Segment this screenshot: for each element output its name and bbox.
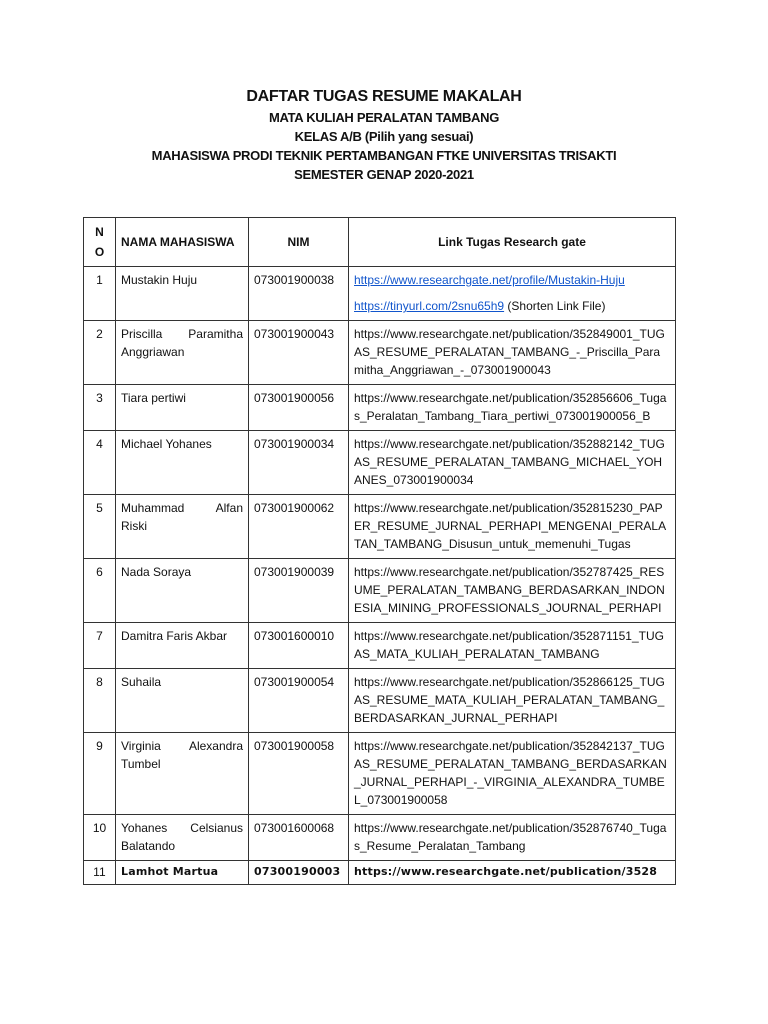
- row-nim: 073001900038: [249, 267, 349, 321]
- class-label: KELAS A/B: [294, 129, 362, 144]
- row-name: Priscilla Paramitha Anggriawan: [116, 321, 249, 385]
- row-name: Nada Soraya: [116, 559, 249, 623]
- row-no: 10: [84, 815, 116, 861]
- row-nim: 073001900034: [249, 431, 349, 495]
- course-subtitle: MATA KULIAH PERALATAN TAMBANG: [268, 110, 500, 125]
- short-link[interactable]: https://tinyurl.com/2snu65h9: [354, 299, 505, 313]
- class-note: (Pilih yang sesuai): [364, 129, 474, 144]
- table-row: [84, 385, 676, 431]
- row-name: Damitra Faris Akbar: [116, 623, 249, 669]
- header-link: Link Tugas Research gate: [349, 218, 676, 267]
- row-nim: 073001900043: [249, 321, 349, 385]
- row-nim: 073001900062: [249, 495, 349, 559]
- row-link: https://www.researchgate.net/publication/352882142_TUGAS_RESUME_PERALATAN_TAMBANG_MICHAEL_YOHANES_073001900034: [349, 431, 676, 495]
- row-link: https://www.researchgate.net/publication/352842137_TUGAS_RESUME_PERALATAN_TAMBANG_BERDASARKAN_JURNAL_PERHAPI_-_VIRGINIA_ALEXANDRA_TUMBEL_073001900058: [349, 733, 676, 815]
- profile-link[interactable]: https://www.researchgate.net/profile/Mustakin-Huju: [354, 273, 625, 287]
- row-no: 9: [84, 733, 116, 815]
- row-no: 4: [84, 431, 116, 495]
- row-name: Virginia Alexandra Tumbel: [116, 733, 249, 815]
- row-no: 3: [84, 385, 116, 431]
- header-no-top: N: [95, 225, 104, 239]
- header-no-bottom: O: [94, 245, 105, 259]
- row-link: https://www.researchgate.net/publication/352856606_Tugas_Peralatan_Tambang_Tiara_pertiwi_073001900056_B: [349, 385, 676, 431]
- row-no: 7: [84, 623, 116, 669]
- row-no: 5: [84, 495, 116, 559]
- table-header-row: [84, 218, 676, 267]
- row-name: Mustakin Huju: [116, 267, 249, 321]
- table-row: [84, 733, 676, 815]
- row-name: Yohanes Celsianus Balatando: [116, 815, 249, 861]
- row-nim: 073001900054: [249, 669, 349, 733]
- table-row: [84, 321, 676, 385]
- table-row: [84, 267, 676, 321]
- row-nim: 073001900039: [249, 559, 349, 623]
- table-body: [84, 267, 676, 885]
- header-no: [84, 218, 116, 267]
- row-no: 6: [84, 559, 116, 623]
- header-name: NAMA MAHASISWA: [116, 218, 249, 267]
- table-row: [84, 623, 676, 669]
- row-nim: 073001900058: [249, 733, 349, 815]
- row-link: https://www.researchgate.net/publication/352787425_RESUME_PERALATAN_TAMBANG_BERDASARKAN_INDONESIA_MINING_PROFESSIONALS_JOURNAL_PERHAPI: [349, 559, 676, 623]
- row-link: https://www.researchgate.net/publication/352876740_Tugas_Resume_Peralatan_Tambang: [349, 815, 676, 861]
- document-header: [0, 86, 768, 184]
- row-nim: 07300190003: [249, 861, 349, 885]
- row-link: https://www.researchgate.net/publication/3528: [349, 861, 676, 885]
- row-link: https://www.researchgate.net/publication/352866125_TUGAS_RESUME_MATA_KULIAH_PERALATAN_TAMBANG_BERDASARKAN_JURNAL_PERHAPI: [349, 669, 676, 733]
- semester-subtitle: SEMESTER GENAP 2020-2021: [294, 167, 474, 182]
- row-name: Muhammad Alfan Riski: [116, 495, 249, 559]
- row-nim: 073001600010: [249, 623, 349, 669]
- row-name: Suhaila: [116, 669, 249, 733]
- row-no: 11: [84, 861, 116, 885]
- row-nim: 073001900056: [249, 385, 349, 431]
- assignment-table: [83, 217, 676, 885]
- table-row: [84, 495, 676, 559]
- program-subtitle: MAHASISWA PRODI TEKNIK PERTAMBANGAN FTKE UNIVERSITAS TRISAKTI: [151, 148, 617, 163]
- row-link: https://www.researchgate.net/publication/352815230_PAPER_RESUME_JURNAL_PERHAPI_MENGENAI_PERALATAN_TAMBANG_Disusun_untuk_memenuhi_Tugas: [349, 495, 676, 559]
- row-nim: 073001600068: [249, 815, 349, 861]
- row-no: 8: [84, 669, 116, 733]
- table-row: [84, 815, 676, 861]
- document-title: DAFTAR TUGAS RESUME MAKALAH: [246, 88, 522, 105]
- row-no: 1: [84, 267, 116, 321]
- table-row: [84, 861, 676, 885]
- class-subtitle: [0, 127, 768, 146]
- row-link-cell: [349, 267, 676, 321]
- table-row: [84, 669, 676, 733]
- table-row: [84, 559, 676, 623]
- table-row: [84, 431, 676, 495]
- short-link-note: (Shorten Link File): [504, 299, 606, 313]
- short-link-line: [354, 297, 670, 315]
- header-nim: NIM: [249, 218, 349, 267]
- row-name: Lamhot Martua: [116, 861, 249, 885]
- row-name: Michael Yohanes: [116, 431, 249, 495]
- row-name: Tiara pertiwi: [116, 385, 249, 431]
- row-no: 2: [84, 321, 116, 385]
- row-link: https://www.researchgate.net/publication/352871151_TUGAS_MATA_KULIAH_PERALATAN_TAMBANG: [349, 623, 676, 669]
- row-link: https://www.researchgate.net/publication/352849001_TUGAS_RESUME_PERALATAN_TAMBANG_-_Priscilla_Paramitha_Anggriawan_-_073001900043: [349, 321, 676, 385]
